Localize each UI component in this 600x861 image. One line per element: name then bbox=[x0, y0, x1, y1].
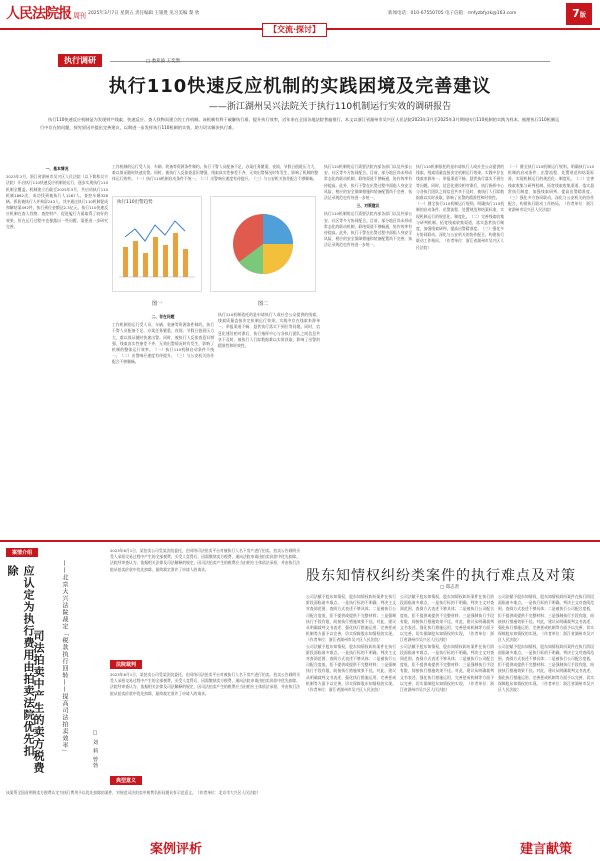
column-2-top: 工作机制的运行受人员、车辆、装备等资源条件制约。执行干警人员配备不足，办案任务繁重，夜间、节假日值班压力大，难以保证随时快速出警。同时，被执行人反侦查意识增强，线索真实性参差不齐，无效出警情况时有发生，影响了机制的整体运行效率。（一）执行110机制启动条件不统一。（二）出警响应速度有待提升。（三）与公安机关协作配合不够顺畅。 bbox=[112, 164, 318, 182]
vertical-title: 应认定为执行费用由拍卖法院优先扣除 bbox=[6, 565, 35, 757]
trend-chart bbox=[113, 207, 201, 291]
figure-2 bbox=[210, 196, 316, 292]
column-3: 执行110机制依托的是申请执行人或社会公众提供的线索，线索质量直接决定机制运行效果。实践中存在线索来源单一、举报渠道不畅、悬赏执行落实不到位等问题。同时，信息化建设相对滞后，执行指挥中心与各执行团队之间信息共享不及时，被执行人行踪数据难以实时获取，影响了出警的精准性和时效性。 bbox=[218, 312, 320, 349]
tag-case-review: 案例评析 bbox=[150, 842, 203, 857]
column-1: 一、基本情况 2023年3月，浙江省湖州市吴兴区人民法院（以下简称吴兴法院）开启执行110快速反应机制的运行，逐步实现执行110机制全覆盖。机制建立后截至2025年3月，共启动执行110机制1862次，成功找到被执行人1287人，查控车辆326辆，抓获被执行人并拘留243人，其中通过执行110机制促成和解结案492件，执行到位金额达2.3亿元。执行110快速反应机制在查人找物、查控财产、促进履行方面取得了较好的效果，但在运行过程中也暴露出一些问题，需要进一步研究完善。 bbox=[6, 166, 108, 229]
section-divider bbox=[0, 540, 600, 542]
bottom-right-col-3: 公司法赋予股东知情权，股东知情权纠纷案件在执行阶段面临诸多难点。一是执行标的不明确，判决主文对查阅范围、查阅方式表述不够具体；二是被执行公司配合度低，拒不提供或提供不完整材料；三是强制执行手段有限，间接执行措施效果不佳。对此，建议从明确裁判文书表述、强化执行措施运用、完善惩戒机制等方面予以完善，切实保障股东知情权的实现。（作者单位：浙江省湖州市吴兴区人民法院） 公司法赋予股东知情权，股东知情权纠纷案件在执行阶段面临诸多难点。一是执行标的不明确，判决主文对查阅范围、查阅方式表述不够具体；二是被执行公司配合度低，拒不提供或提供不完整材料；三是强制执行手段有限，间接执行措施效果不佳。对此，建议从明确裁判文书表述、强化执行措施运用、完善惩戒机制等方面予以完善，切实保障股东知情权的实现。（作者单位：浙江省湖州市吴兴区人民法院） bbox=[498, 594, 594, 693]
bottom-right-author: □ 郑志善 bbox=[440, 585, 460, 590]
label-judgment: 法院裁判 bbox=[110, 660, 142, 669]
article-title: 执行110快速反应机制的实践困境及完善建议 bbox=[108, 76, 492, 97]
figure-1: 执行110出警趋势 bbox=[112, 196, 202, 292]
column-4: 执行110机制的运行需要法院内部各部门以及外部公安、社区等多方协同配合。目前，部分地区尚未形成常态化的联动机制，联络渠道不够畅通，协作效率有待提高。此外，执行干警在出警过程中面临人身安全风险，相应的安全保障措施和装备配置尚不完善，执法记录规范也有待进一步统一。 三、对策建议 执行110机制的运行需要法院内部各部门以及外部公安、社区等多方协同配合。目前，部分地区尚未形成常态化的联动机制，联络渠道不够畅通，协作效率有待提高。此外，执行干警在出警过程中面临人身安全风险，相应的安全保障措施和装备配置尚不完善，执法记录规范也有待进一步统一。 bbox=[324, 164, 412, 248]
page-number: 7版 bbox=[566, 3, 592, 25]
figure-2-caption: 图二 bbox=[257, 301, 268, 307]
abstract: 执行110快速反应机制是为发现财产线索、快速反应、查人找物而建立的工作机制。该机制有利于破解执行难、提升执行效率，近年来在全国各地法院普遍推行。本文以浙江省湖州市吴兴区人民法院2023年3月至2025年3月期间执行110机制的实践为样本，梳理执行110机制运行中存在的问题，探究原因并提出完善建议，以期进一步发挥执行110机制的实效，助力切实解决执行难。 bbox=[40, 117, 560, 131]
section-tag: 【交流·探讨】 bbox=[262, 23, 327, 37]
column-label: 执行调研 bbox=[58, 54, 102, 67]
figure-1-caption: 图一 bbox=[151, 301, 162, 307]
bottom-left-author: □ 刘 莉 曾勃 bbox=[92, 730, 98, 769]
tag-suggestions: 建言献策 bbox=[520, 842, 573, 857]
byline: □ 娄亚波 王奕然 bbox=[146, 59, 181, 64]
label-case: 案情介绍 bbox=[6, 548, 38, 557]
column-2: 二、存在问题 工作机制的运行受人员、车辆、装备等资源条件制约。执行干警人员配备不足，办案任务繁重，夜间、节假日值班压力大，难以保证随时快速出警。同时，被执行人反侦查意识增强，线索真实性参差不齐，无效出警情况时有发生，影响了机制的整体运行效率。（一）执行110机制启动条件不统一。（二）出警响应速度有待提升。（三）与公安机关协作配合不够顺畅。 bbox=[112, 314, 214, 365]
article-subtitle: ——浙江湖州吴兴法院关于执行110机制运行实效的调研报告 bbox=[208, 102, 452, 112]
vertical-kicker: ——北京大兴法院裁定「税款执行回转——提高司法拍卖效率」 bbox=[61, 560, 68, 756]
bottom-right-col-1: 公司法赋予股东知情权，股东知情权纠纷案件在执行阶段面临诸多难点。一是执行标的不明确，判决主文对查阅范围、查阅方式表述不够具体；二是被执行公司配合度低，拒不提供或提供不完整材料；三是强制执行手段有限，间接执行措施效果不佳。对此，建议从明确裁判文书表述、强化执行措施运用、完善惩戒机制等方面予以完善，切实保障股东知情权的实现。（作者单位：浙江省湖州市吴兴区人民法院） 公司法赋予股东知情权，股东知情权纠纷案件在执行阶段面临诸多难点。一是执行标的不明确，判决主文对查阅范围、查阅方式表述不够具体；二是被执行公司配合度低，拒不提供或提供不完整材料；三是强制执行手段有限，间接执行措施效果不佳。对此，建议从明确裁判文书表述、强化执行措施运用、完善惩戒机制等方面予以完善，切实保障股东知情权的实现。（作者单位：浙江省湖州市吴兴区人民法院） bbox=[306, 594, 396, 693]
pie-chart bbox=[211, 197, 315, 291]
vertical-subtitle: 司法拍卖中产生的卖方税费 bbox=[32, 630, 45, 774]
significance-body: 该案系全国首例将卖方税费认定为执行费用予以优先扣除的案件，对规范司法拍卖中税费负担问题具有示范意义。（作者单位：北京市大兴区人民法院） bbox=[6, 790, 261, 795]
case-body: 2023年6月1日，某拍卖公司受某法院委托，在网络司法拍卖平台对被执行人名下房产进行拍卖。拍卖公告载明买受人承担交易过程中产生的全部税费。买受人竞得后，因需缴纳卖方税费，遂向法院申请由拍卖价款中优先扣除。法院经审查认为，依据相关法律及司法解释的规定，因司法拍卖产生的税费应当由相应主体依法承担，并由执行法院从拍卖价款中优先扣除，最终裁定准许了申请人的请求。 bbox=[110, 548, 300, 572]
contact-line: 新闻电话：010-67550705 电子信箱：rmfyzbfyzk@163.com bbox=[388, 11, 517, 16]
column-5: 执行110机制依托的是申请执行人或社会公众提供的线索，线索质量直接决定机制运行效果。实践中存在线索来源单一、举报渠道不畅、悬赏执行落实不到位等问题。同时，信息化建设相对滞后，执行指挥中心与各执行团队之间信息共享不及时，被执行人行踪数据难以实时获取，影响了出警的精准性和时效性。 （一）健全执行110机制运行规则。明确执行110机制的启动条件、出警流程、处置规范和结案标准，实现机制运行的规范化、制度化。（二）完善线索收集与研判机制。拓宽线索收集渠道，落实悬赏执行制度，加强线索研判，提高出警精准度。（三）强化多方协同联动。深化与公安机关的协作配合，构建执行联动工作格局。（作者单位：浙江省湖州市吴兴区人民法院） bbox=[416, 164, 504, 250]
label-significance: 典型意义 bbox=[110, 776, 142, 785]
bottom-right-col-2: 公司法赋予股东知情权，股东知情权纠纷案件在执行阶段面临诸多难点。一是执行标的不明确，判决主文对查阅范围、查阅方式表述不够具体；二是被执行公司配合度低，拒不提供或提供不完整材料；三是强制执行手段有限，间接执行措施效果不佳。对此，建议从明确裁判文书表述、强化执行措施运用、完善惩戒机制等方面予以完善，切实保障股东知情权的实现。（作者单位：浙江省湖州市吴兴区人民法院） 公司法赋予股东知情权，股东知情权纠纷案件在执行阶段面临诸多难点。一是执行标的不明确，判决主文对查阅范围、查阅方式表述不够具体；二是被执行公司配合度低，拒不提供或提供不完整材料；三是强制执行手段有限，间接执行措施效果不佳。对此，建议从明确裁判文书表述、强化执行措施运用、完善惩戒机制等方面予以完善，切实保障股东知情权的实现。（作者单位：浙江省湖州市吴兴区人民法院） bbox=[400, 594, 494, 693]
column-6: （一）健全执行110机制运行规则。明确执行110机制的启动条件、出警流程、处置规范和结案标准，实现机制运行的规范化、制度化。（二）完善线索收集与研判机制。拓宽线索收集渠道，落实悬赏执行制度，加强线索研判，提高出警精准度。（三）强化多方协同联动。深化与公安机关的协作配合，构建执行联动工作格局。（作者单位：浙江省湖州市吴兴区人民法院） bbox=[508, 164, 594, 213]
newspaper-logo: 人民法院报 周刊 bbox=[6, 6, 85, 22]
bottom-right-title: 股东知情权纠纷类案件的执行难点及对策 bbox=[306, 568, 576, 584]
date-line: 2025年3月7日 星期五 责任编辑 王银胜 见习美编 黎 欣 bbox=[88, 11, 200, 16]
judgment-body: 2023年6月1日，某拍卖公司受某法院委托，在网络司法拍卖平台对被执行人名下房产进行拍卖。拍卖公告载明买受人承担交易过程中产生的全部税费。买受人竞得后，因需缴纳卖方税费，遂向法院申请由拍卖价款中优先扣除。法院经审查认为，依据相关法律及司法解释的规定，因司法拍卖产生的税费应当由相应主体依法承担，并由执行法院从拍卖价款中优先扣除，最终裁定准许了申请人的请求。 bbox=[110, 672, 300, 696]
